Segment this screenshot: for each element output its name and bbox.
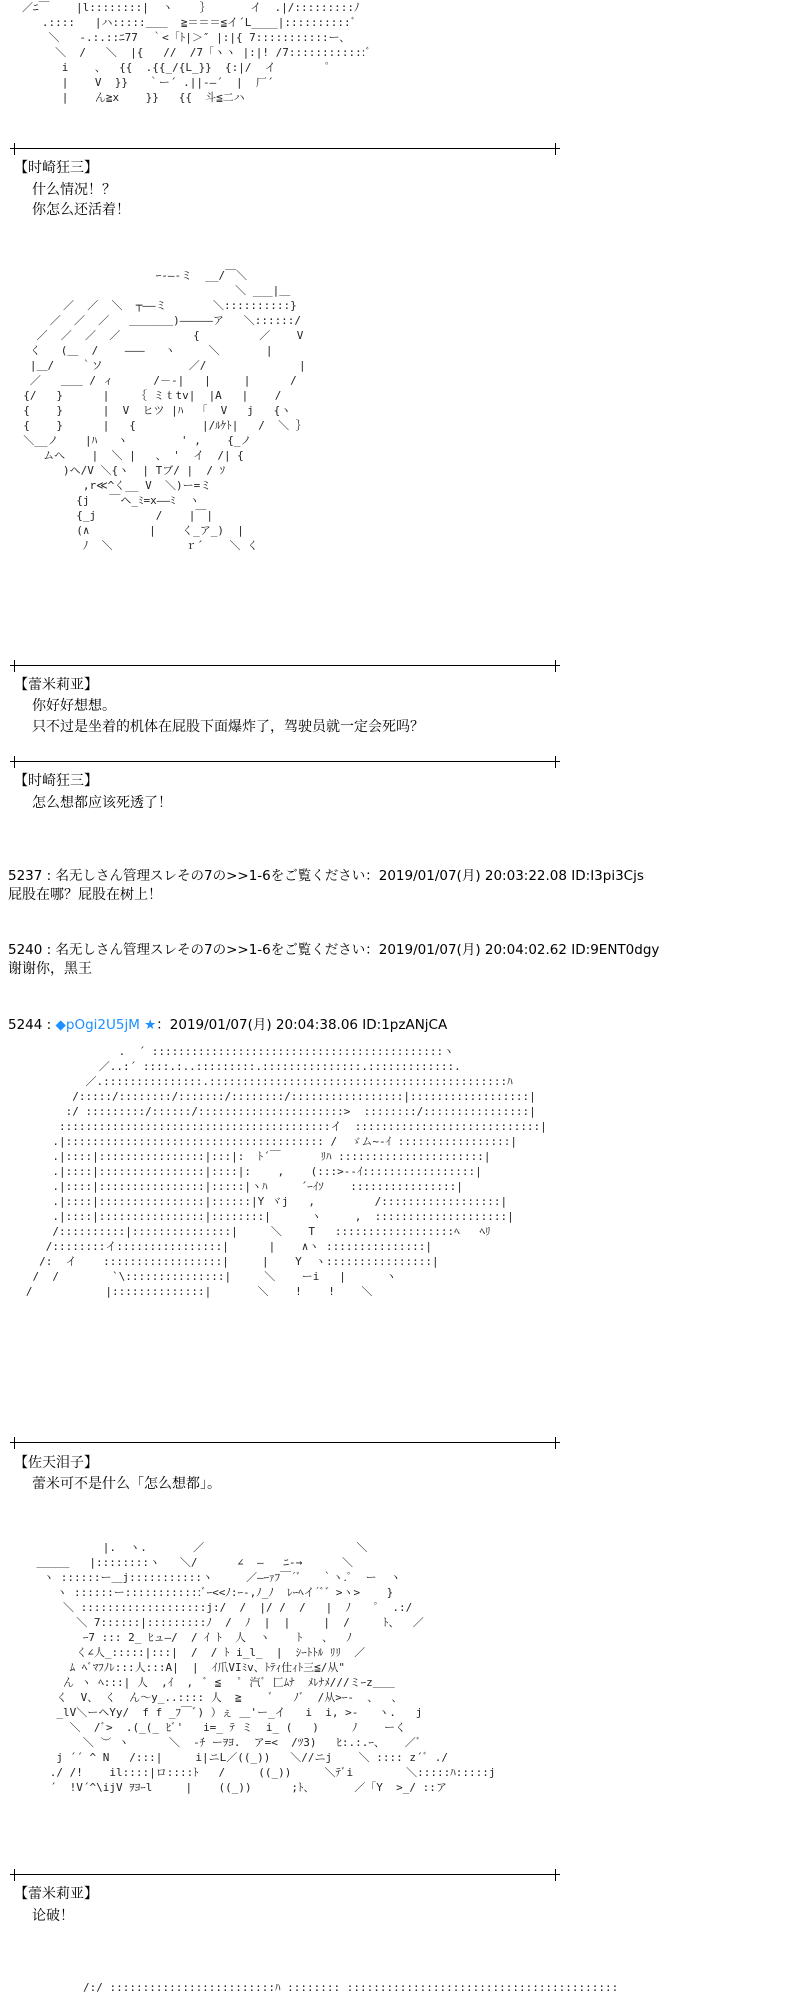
dialogue-line: 论破！ — [32, 1908, 74, 1924]
ascii-art-character: ｰ‐―‐ミ __/￣＼ ＼ ___|＿ ／ ／ ＼ ┬――ミ ＼::::::::::} ／ ／ ／ ＿＿＿＿)―――――ア ＼::::::/ ／ ／ ／ ／ { ／ V く (＿ / ――― ヽ ＼ | |＿/ ｀ソ ／/ | ／ ＿＿ / ィ /－-| | | / {/ } | ｛ ミｔtv| |A | / { } | V ヒツ |ﾊ 「 V j {ヽ { } | { |/ﾙｹﾄ| / ＼ ｝ ＼__ノ |ﾊ ヽ ' , {_ノ ムへ | ＼ | 、 ' イ /| { )ヘ/V ＼{ヽ | Tブ/ | / ｿ ,r≪^く__ V ＼)ー=ミ {j ￣ヘ_ﾐ=x――ﾐ ヽ {_j / |￣| (∧ | く_ア_) | ﾉ ＼ ｒ´ ＼ く — [23, 269, 307, 552]
scene-divider — [10, 756, 560, 768]
dialogue-line: 什么情况！？ — [32, 182, 116, 198]
dialogue-line: 你好好想想。 — [32, 698, 116, 714]
post-header — [8, 1013, 447, 1033]
dialogue-line: 你怎么还活着！ — [32, 202, 130, 218]
post-header: 5240 : 名无しさん管理スレその7の>>1-6をご覧ください：2019/01/07(月) 20:04:02.62 ID:9ENT0dgy — [8, 942, 660, 958]
post-body: 屁股在哪？屁股在树上！ — [8, 887, 162, 903]
scene-divider — [10, 143, 560, 155]
speaker-label: 【时崎狂三】 — [14, 773, 98, 789]
post-body: 谢谢你，黑王 — [8, 961, 92, 977]
post-meta: ：2019/01/07(月) 20:04:38.06 ID:1pzANjCA — [156, 1017, 448, 1033]
speaker-label: 【蕾米莉亚】 — [14, 1886, 98, 1902]
scene-divider — [10, 660, 560, 672]
dialogue-line: 只不过是坐着的机体在屁股下面爆炸了，驾驶员就一定会死吗？ — [32, 719, 424, 735]
ascii-art-crowd: |. ヽ. ／ ＼ ＿＿＿ |::::::::ヽ ＼/ ∠ ― ﾆ‐→ ＼ ヽ ::::::ー＿j:::::::::::ヽ ／―ｰｧﾌ￣´ﾞ ｀ヽ.ﾟ ー ヽ ヽ ::::::ー::::::::::::ﾞｰ<<ﾉ:ｰ-,ﾉ_ﾉ ﾚｰﾍイ´ﾞ゛>ヽ> } ＼ :::::::::::::::::::j:/ / |/ / / | ﾉ ﾟ .:/ ＼ 7::::::|:::::::::ﾉ / ﾉ | | | / ﾄ、 ／ ｰ7 ::: 2_ ﾋュ―/ / ｲ ﾄ 人 ヽ ﾄ 、 ﾉ く∠人_:::::|:::| / / ﾄ i_l_ | ｼｰﾄﾄﾙ ﾘﾘ ／ ﾑ ﾍﾞﾏﾌﾉﾚ:::人:::A| | ｲ爪VIﾐv、ﾄﾃｨ仕ｨﾄ三≦/从" ん ヽ ﾍ:::| 人 ,ｲ , ﾞ ≦ ﾟ 汽ﾞ 匚ﾑﾅ ﾒﾚﾅﾒ///ミｰz＿＿ く V、 く ん〜y_..:::: 人 ≧ ﾞ ﾉﾞ /从>ｰ- 、 、 _lV＼ーヘYy/ f f _ﾌ￣ﾞ) ）ぇ ＿'ー_イ i i, >- ヽ. j ＼ /ﾞ> .(_(_ ﾋﾞ' i=_ ﾃ ミ i_ ( ) ﾉ ーく ＼ ︶ ヽ ＼ ‐ﾁ ーｦﾖ. ア=< /ﾂ3) ﾋ:.:.ｰ、 ／ﾞ j ´´ ^ N /:::| i|ニL／((_)) ＼//ニj ＼ :::: z´ﾞ ./ ./ /! il::::|ロ::::ﾄ / ((_)) ＼ﾃﾞi ＼:::::ﾊ:::::j ´ !V´^\ijV ｦﾖｰl | ((_)) ;ﾄ、 ／「Y >_/ ::ア — [36, 1541, 496, 1794]
star-icon: ★ — [144, 1017, 157, 1033]
ascii-art-top: ／ﾆ￣ |l::::::::| ヽ ｝ イ .|/:::::::::ﾉ .:::: |ハ:::::＿＿ ≧＝＝＝≦イ´L____|::::::::::ﾞ ＼ -.:.::ﾆ77 ｀<「ﾄ|＞″ |:|{ 7:::::::::::ー、 ＼ / ＼ |{ // /7「ヽヽ |:|! /7::::::::::::ﾞ i 、 {{ .{{_/{L_}} {:|/ イ ﾟ | V }} ｀ー´ .||-―´ | 厂´ | ん≧x }} {{ 斗≦二ハ — [22, 1, 371, 104]
speaker-label: 【佐天泪子】 — [14, 1455, 98, 1471]
dialogue-line: 蕾米可不是什么「怎么想都」。 — [32, 1476, 221, 1492]
ascii-art-bottom: /:/ :::::::::::::::::::::::::ﾊ :::::::: ::::::::::::::::::::::::::::::::::::::::: — [30, 1981, 619, 1994]
trip-code-link[interactable]: ◆pOgi2U5jM — [55, 1017, 140, 1033]
scene-divider — [10, 1869, 560, 1881]
speaker-label: 【蕾米莉亚】 — [14, 677, 98, 693]
speaker-label: 【时崎狂三】 — [14, 160, 98, 176]
dialogue-line: 怎么想都应该死透了！ — [32, 795, 172, 811]
ascii-art-room: . ´ ::::::::::::::::::::::::::::::::::::::::::::ヽ ／..:´ ::::.:..:::::::::.:::::::::::::::.:::::::::::::. ／.:::::::::::::::.:::::::::::::::::::::::::::::::::::::::::::::ﾊ /:::::/::::::::/:::::::/::::::::/:::::::::::::::::|::::::::::::::::::| :/ :::::::::/::::::/::::::::::::::::::::::> ::::::::/::::::::::::::::| :::::::::::::::::::::::::::::::::::::::::イ ::::::::::::::::::::::::::::| .|::::::::::::::::::::::::::::::::::::::: / ゞム~-ｲ :::::::::::::::::| .|::::|::::::::::::::::|:::|: ﾄ´￣ ﾘﾊ ::::::::::::::::::::::| .|::::|::::::::::::::::|::::|: , (:::>--ｲ:::::::::::::::::| .|::::|::::::::::::::::|:::::|ヽﾊ ´ｰｲｿ ::::::::::::::::| .|::::|::::::::::::::::|::::::|Y ヾj , /::::::::::::::::::| .|::::|::::::::::::::::|::::::::| ヽ , ::::::::::::::::::::| /::::::::::|:::::::::::::::| ＼ T ::::::::::::::::::ﾍ ﾍﾘ /::::::::イ::::::::::::::::| | ∧ヽ :::::::::::::::| /: イ ::::::::::::::::::| | Y ヽ::::::::::::::::| / / `\:::::::::::::::| ＼ ーi | ヽ / |::::::::::::::| ＼ ! ! ＼ — [25, 1045, 547, 1298]
post-number: 5244 : — [8, 1017, 56, 1033]
post-header: 5237 : 名无しさん管理スレその7の>>1-6をご覧ください：2019/01/07(月) 20:03:22.08 ID:I3pi3Cjs — [8, 868, 644, 884]
scene-divider — [10, 1437, 560, 1449]
